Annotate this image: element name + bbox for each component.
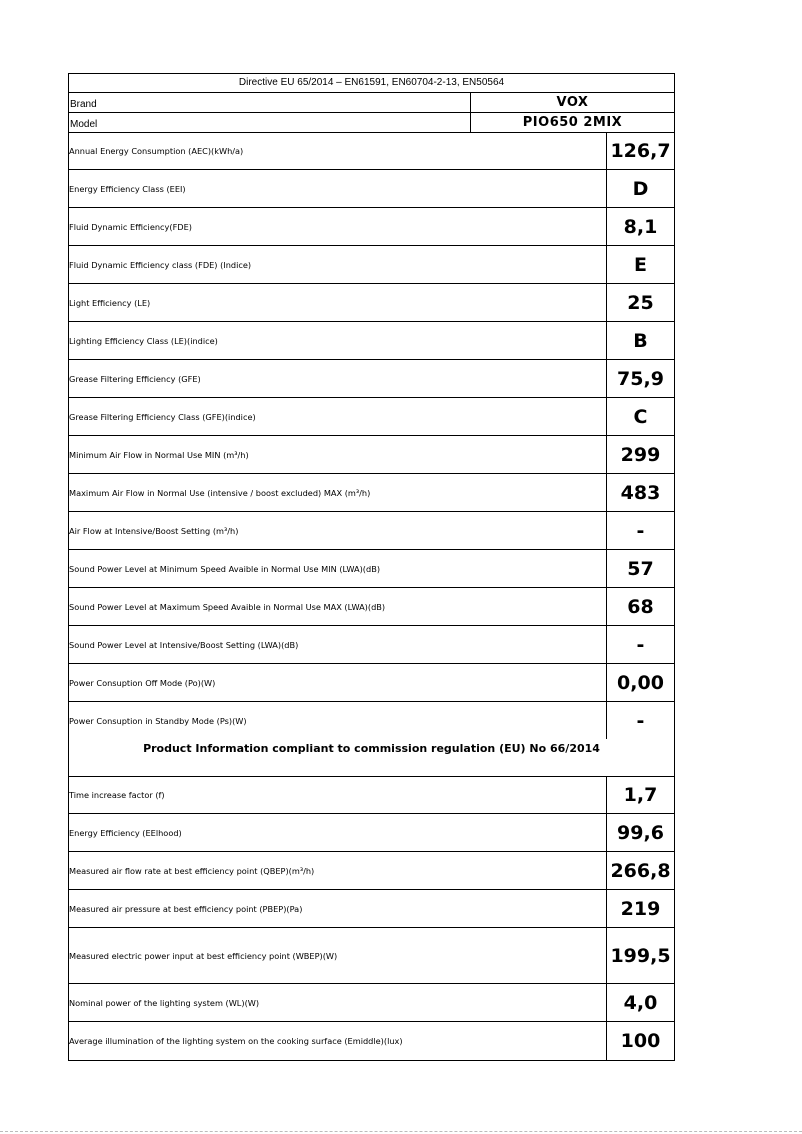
- row-value: E: [606, 246, 674, 283]
- model-label: Model: [69, 113, 471, 132]
- product-information-sheet: [68, 73, 675, 1061]
- row-label: Nominal power of the lighting system (WL)(W): [69, 997, 260, 1008]
- table-row: [69, 664, 674, 702]
- row-label: Fluid Dynamic Efficiency class (FDE) (Indice): [69, 259, 252, 270]
- row-label: Minimum Air Flow in Normal Use MIN (m³/h): [69, 449, 249, 460]
- row-label: Grease Filtering Efficiency Class (GFE)(indice): [69, 411, 256, 422]
- table-row: [69, 702, 674, 739]
- row-label: Sound Power Level at Intensive/Boost Setting (LWA)(dB): [69, 639, 299, 650]
- row-value: -: [606, 626, 674, 663]
- table-row: [69, 474, 674, 512]
- row-value: 219: [606, 890, 674, 927]
- section-title: Product Information compliant to commission regulation (EU) No 66/2014: [69, 739, 674, 777]
- row-value: 483: [606, 474, 674, 511]
- row-label: Power Consuption Off Mode (Po)(W): [69, 677, 216, 688]
- table-row: [69, 890, 674, 928]
- row-label: Measured air flow rate at best efficiency point (QBEP)(m³/h): [69, 865, 315, 876]
- table-row: [69, 626, 674, 664]
- table-row: [69, 436, 674, 474]
- row-value: 99,6: [606, 814, 674, 851]
- table-row: [69, 398, 674, 436]
- row-label: Average illumination of the lighting system on the cooking surface (Emiddle)(lux): [69, 1036, 403, 1046]
- row-value: 299: [606, 436, 674, 473]
- table-row: [69, 170, 674, 208]
- row-value: D: [606, 170, 674, 207]
- row-value: 68: [606, 588, 674, 625]
- directive-heading: Directive EU 65/2014 – EN61591, EN60704-2-13, EN50564: [69, 74, 674, 93]
- row-value: 100: [606, 1022, 674, 1060]
- model-row: [69, 113, 674, 133]
- row-value: 25: [606, 284, 674, 321]
- brand-row: [69, 93, 674, 113]
- table-row: [69, 133, 674, 170]
- row-label: Measured air pressure at best efficiency point (PBEP)(Pa): [69, 903, 303, 914]
- row-value: 1,7: [606, 777, 674, 813]
- row-value: 0,00: [606, 664, 674, 701]
- row-label: Energy Efficiency Class (EEI): [69, 183, 186, 194]
- energy-data-table: [69, 133, 674, 739]
- row-label: Energy Efficiency (EElhood): [69, 827, 182, 838]
- row-value: 8,1: [606, 208, 674, 245]
- row-label: Sound Power Level at Minimum Speed Avaible in Normal Use MIN (LWA)(dB): [69, 563, 381, 574]
- table-row: [69, 852, 674, 890]
- table-row: [69, 284, 674, 322]
- table-row: [69, 814, 674, 852]
- table-row: [69, 928, 674, 984]
- row-value: 199,5: [606, 928, 674, 983]
- row-value: C: [606, 398, 674, 435]
- table-row: [69, 512, 674, 550]
- table-row: [69, 208, 674, 246]
- row-value: 266,8: [606, 852, 674, 889]
- table-row: [69, 322, 674, 360]
- row-label: Time increase factor (f): [69, 790, 165, 800]
- table-row: [69, 1022, 674, 1060]
- row-label: Measured electric power input at best efficiency point (WBEP)(W): [69, 950, 338, 961]
- row-label: Light Efficiency (LE): [69, 297, 151, 308]
- table-row: [69, 588, 674, 626]
- row-value: 75,9: [606, 360, 674, 397]
- page-bottom-divider: [0, 1131, 802, 1132]
- row-value: 126,7: [606, 133, 674, 169]
- table-row: [69, 777, 674, 814]
- table-row: [69, 246, 674, 284]
- model-value: PIO650 2MIX: [522, 115, 623, 130]
- row-label: Fluid Dynamic Efficiency(FDE): [69, 221, 192, 232]
- bep-data-table: [69, 777, 674, 1060]
- row-label: Sound Power Level at Maximum Speed Avaible in Normal Use MAX (LWA)(dB): [69, 601, 386, 612]
- row-value: 57: [606, 550, 674, 587]
- row-label: Grease Filtering Efficiency (GFE): [69, 373, 201, 384]
- row-value: -: [606, 702, 674, 739]
- table-row: [69, 984, 674, 1022]
- brand-value: VOX: [556, 95, 589, 110]
- row-label: Power Consuption in Standby Mode (Ps)(W): [69, 715, 247, 726]
- row-value: 4,0: [606, 984, 674, 1021]
- row-label: Air Flow at Intensive/Boost Setting (m³/h): [69, 525, 239, 536]
- row-value: B: [606, 322, 674, 359]
- row-value: -: [606, 512, 674, 549]
- row-label: Annual Energy Consumption (AEC)(kWh/a): [69, 146, 244, 156]
- table-row: [69, 550, 674, 588]
- row-label: Lighting Efficiency Class (LE)(indice): [69, 335, 218, 346]
- row-label: Maximum Air Flow in Normal Use (intensive / boost excluded) MAX (m³/h): [69, 487, 371, 498]
- brand-label: Brand: [69, 93, 471, 112]
- table-row: [69, 360, 674, 398]
